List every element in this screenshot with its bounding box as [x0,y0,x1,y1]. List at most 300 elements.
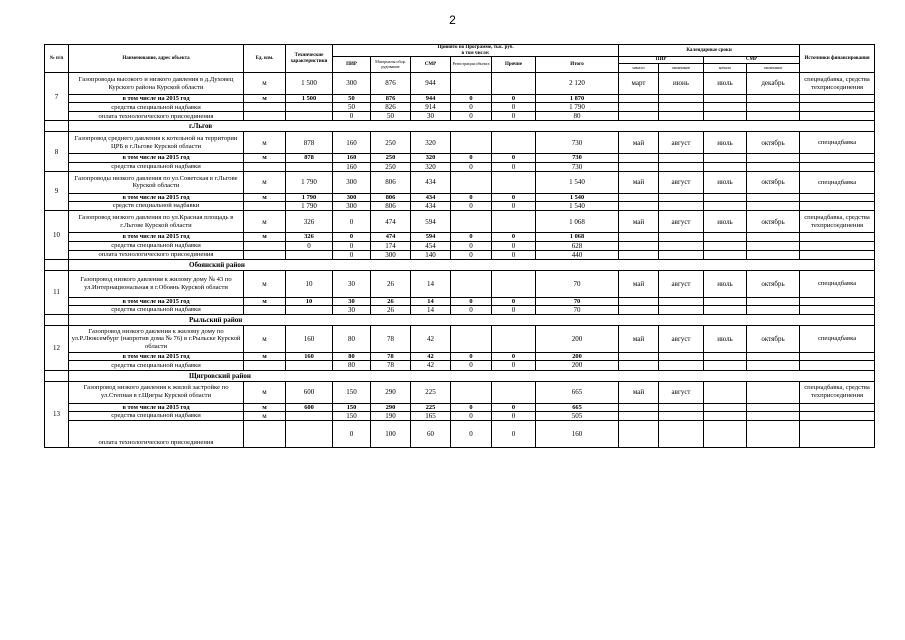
cell-unit: м [244,132,286,154]
section-num-cell [45,370,69,381]
cell-source [800,193,875,201]
cell-materials: 250 [371,162,411,171]
cell-registration: 0 [451,233,492,241]
cell-smr-end [747,112,800,121]
cell-other [492,326,536,353]
cell-total: 1 870 [536,95,619,103]
cell-smr: 454 [411,241,451,250]
cell-materials: 474 [371,233,411,241]
funding-source-row [45,420,875,447]
section-row [45,315,875,326]
object-row [45,211,875,233]
cell-registration: 0 [451,420,492,447]
header-pir: ПИР [333,57,371,73]
cell-pir-start [619,112,659,121]
cell-pir-start: май [619,132,659,154]
row-number: 13 [45,381,69,447]
object-name: средства специальной надбавки [69,103,244,112]
cell-source: спецнадбавка [800,132,875,154]
cell-tech [286,420,333,447]
cell-pir-end: июнь [659,73,704,95]
funding-source-row [45,361,875,370]
cell-other: 0 [492,202,536,211]
cell-smr-start [704,202,747,211]
cell-source [800,241,875,250]
cell-source [800,420,875,447]
cell-pir-start [619,411,659,420]
funding-source-row [45,241,875,250]
cell-tech: 878 [286,154,333,162]
cell-smr-end [747,154,800,162]
funding-source-row [45,250,875,259]
cell-unit [244,420,286,447]
cell-unit: м [244,233,286,241]
cell-pir: 30 [333,270,371,297]
object-name: средств специальной надбавки [69,202,244,211]
cell-smr: 14 [411,297,451,305]
row-number: 10 [45,211,69,259]
object-name: средства специальной надбавки [69,241,244,250]
cell-other [492,132,536,154]
section-row [45,121,875,132]
section-row [45,259,875,270]
cell-source [800,361,875,370]
object-name: в том числе на 2015 год [69,95,244,103]
cell-source: спецнадбавка, средства техприсоединения [800,73,875,95]
cell-source: спецнадбавка [800,171,875,193]
header-smr: СМР [411,57,451,73]
cell-tech: 326 [286,211,333,233]
cell-registration: 0 [451,306,492,315]
cell-source [800,95,875,103]
cell-source: спецнадбавка, средства техприсоединения [800,381,875,403]
cell-tech [286,306,333,315]
cell-registration: 0 [451,103,492,112]
cell-smr-end [747,353,800,361]
cell-source [800,233,875,241]
cell-registration: 0 [451,297,492,305]
cell-other: 0 [492,95,536,103]
object-row [45,381,875,403]
cell-other: 0 [492,411,536,420]
cell-source [800,297,875,305]
header-materials: Материалы обор. рудование [371,57,411,73]
cell-pir-end [659,306,704,315]
cell-smr-start [704,306,747,315]
cell-smr-start [704,250,747,259]
cell-pir: 300 [333,171,371,193]
cell-materials: 190 [371,411,411,420]
cell-materials: 806 [371,171,411,193]
cell-pir-end [659,420,704,447]
cell-other [492,381,536,403]
cell-smr-start [704,353,747,361]
cell-other: 0 [492,306,536,315]
cell-total: 1 540 [536,171,619,193]
cell-smr-start [704,233,747,241]
cell-pir-start [619,241,659,250]
cell-total: 70 [536,270,619,297]
cell-other: 0 [492,162,536,171]
cell-registration: 0 [451,241,492,250]
cell-materials: 474 [371,211,411,233]
cell-smr-end [747,241,800,250]
cell-total: 730 [536,154,619,162]
cell-source [800,202,875,211]
cell-registration [451,171,492,193]
cell-other: 0 [492,420,536,447]
cell-pir-start [619,103,659,112]
cell-smr-end: октябрь [747,270,800,297]
header-funding [333,45,619,57]
cell-pir: 30 [333,297,371,305]
cell-pir-start: май [619,381,659,403]
year-row [45,193,875,201]
object-name: средства специальной надбавки [69,162,244,171]
cell-materials: 174 [371,241,411,250]
cell-other: 0 [492,297,536,305]
cell-smr: 320 [411,162,451,171]
cell-smr: 434 [411,202,451,211]
cell-pir-start [619,233,659,241]
cell-pir-start: май [619,211,659,233]
cell-tech: 1 500 [286,95,333,103]
cell-pir-start: март [619,73,659,95]
cell-smr-start: июль [704,132,747,154]
object-name: средства специальной надбавки [69,411,244,420]
cell-materials: 290 [371,381,411,403]
cell-registration: 0 [451,361,492,370]
cell-registration [451,270,492,297]
object-name: в том числе на 2015 год [69,353,244,361]
cell-materials: 100 [371,420,411,447]
cell-pir-start: май [619,171,659,193]
cell-other: 0 [492,154,536,162]
cell-pir-end [659,241,704,250]
cell-total: 1 790 [536,103,619,112]
cell-smr-end [747,202,800,211]
cell-registration: 0 [451,193,492,201]
cell-smr-end [747,306,800,315]
cell-unit [244,112,286,121]
cell-registration [451,132,492,154]
cell-other: 0 [492,403,536,411]
section-title: Щигровский район [69,370,875,381]
cell-smr-end: октябрь [747,171,800,193]
cell-smr-start [704,403,747,411]
cell-unit: м [244,211,286,233]
cell-pir-end [659,297,704,305]
cell-pir: 0 [333,420,371,447]
row-number: 8 [45,132,69,171]
cell-pir: 50 [333,103,371,112]
cell-source [800,250,875,259]
cell-smr-start: июль [704,171,747,193]
cell-registration: 0 [451,403,492,411]
year-row [45,95,875,103]
cell-other: 0 [492,193,536,201]
cell-smr-start: июль [704,270,747,297]
program-table [44,44,875,448]
cell-registration: 0 [451,162,492,171]
cell-smr-start [704,411,747,420]
object-name: оплата технологического присоединения [69,250,244,259]
cell-pir: 30 [333,306,371,315]
cell-smr: 594 [411,211,451,233]
year-row [45,353,875,361]
header-total: Итого [536,57,619,73]
cell-total: 505 [536,411,619,420]
cell-smr-end [747,250,800,259]
cell-smr-start [704,103,747,112]
cell-pir: 80 [333,361,371,370]
cell-pir: 50 [333,95,371,103]
section-title: Обоянский район [69,259,875,270]
cell-materials: 806 [371,193,411,201]
cell-pir: 0 [333,112,371,121]
cell-source [800,353,875,361]
cell-tech: 326 [286,233,333,241]
header-funding-title: Принято по Программе, тыс. руб. [437,45,514,50]
cell-smr-end: декабрь [747,73,800,95]
cell-pir: 0 [333,211,371,233]
cell-smr-end [747,403,800,411]
cell-total: 440 [536,250,619,259]
cell-tech [286,411,333,420]
cell-tech: 1 790 [286,193,333,201]
year-row [45,297,875,305]
cell-unit [244,162,286,171]
object-name: в том числе на 2015 год [69,403,244,411]
object-name: Газопровод среднего давления к котельной на территории ЦРБ в г.Льгове Курской области [69,132,244,154]
cell-registration: 0 [451,202,492,211]
cell-tech: 10 [286,270,333,297]
cell-smr: 165 [411,411,451,420]
year-row [45,403,875,411]
cell-total: 1 540 [536,193,619,201]
cell-materials: 806 [371,202,411,211]
cell-pir-end: август [659,171,704,193]
cell-pir-start [619,95,659,103]
cell-smr-end [747,411,800,420]
cell-pir: 150 [333,381,371,403]
cell-smr: 42 [411,361,451,370]
section-title: г.Льгов [69,121,875,132]
header-smr-start: начало [704,64,747,73]
cell-pir-start [619,162,659,171]
cell-smr-end [747,193,800,201]
cell-pir-end [659,361,704,370]
cell-materials: 876 [371,95,411,103]
cell-unit: м [244,403,286,411]
cell-other [492,73,536,95]
object-name: Газопровод низкого давления к жилой застройке по ул.Степная в г.Щигры Курской области [69,381,244,403]
cell-pir: 300 [333,73,371,95]
cell-smr-start [704,193,747,201]
header-source: Источники финансирования [800,45,875,73]
table-body [45,73,875,448]
cell-source [800,112,875,121]
cell-source [800,306,875,315]
cell-tech: 600 [286,403,333,411]
cell-pir-end [659,233,704,241]
cell-other: 0 [492,103,536,112]
section-num-cell [45,121,69,132]
header-pir-end: окончание [659,64,704,73]
cell-pir: 0 [333,250,371,259]
cell-total: 70 [536,306,619,315]
cell-smr-end [747,297,800,305]
cell-tech: 160 [286,326,333,353]
object-name: Газопроводы высокого и низкого давления в д.Духовец Курского района Курской области [69,73,244,95]
cell-total: 200 [536,353,619,361]
section-row [45,370,875,381]
cell-materials: 78 [371,361,411,370]
object-row [45,270,875,297]
cell-pir-end: август [659,381,704,403]
cell-pir-start [619,154,659,162]
table-header [45,45,875,73]
object-name: средства специальной надбавки [69,361,244,370]
section-num-cell [45,259,69,270]
cell-tech: 878 [286,132,333,154]
cell-materials: 78 [371,326,411,353]
cell-total: 80 [536,112,619,121]
object-name: оплата технологического присоединения [69,112,244,121]
object-name: в том числе на 2015 год [69,193,244,201]
cell-pir: 0 [333,241,371,250]
cell-smr-start [704,95,747,103]
cell-registration: 0 [451,250,492,259]
header-registration: Регистрация объекта [451,57,492,73]
cell-pir-start [619,420,659,447]
cell-unit: м [244,73,286,95]
page-number: 2 [449,13,456,27]
cell-source: спецнадбавка, средства техприсоединения [800,211,875,233]
cell-pir-start [619,202,659,211]
cell-unit: м [244,154,286,162]
cell-smr-start [704,381,747,403]
cell-total: 665 [536,403,619,411]
cell-total: 665 [536,381,619,403]
cell-source [800,154,875,162]
cell-tech: 1 790 [286,202,333,211]
cell-tech: 1 790 [286,171,333,193]
cell-other: 0 [492,241,536,250]
cell-pir-end [659,95,704,103]
object-row [45,132,875,154]
cell-smr: 320 [411,154,451,162]
object-name: в том числе на 2015 год [69,297,244,305]
cell-total: 730 [536,132,619,154]
cell-materials: 300 [371,250,411,259]
cell-tech [286,112,333,121]
cell-unit: м [244,353,286,361]
funding-source-row [45,411,875,420]
cell-other: 0 [492,250,536,259]
cell-pir: 300 [333,193,371,201]
cell-pir-start [619,297,659,305]
cell-pir-start [619,193,659,201]
cell-pir-end [659,154,704,162]
cell-smr-end: октябрь [747,326,800,353]
funding-source-row [45,162,875,171]
funding-source-row [45,112,875,121]
cell-unit [244,202,286,211]
cell-pir-start: май [619,326,659,353]
cell-smr: 594 [411,233,451,241]
cell-unit: м [244,297,286,305]
cell-pir: 150 [333,403,371,411]
header-cal-pir: ПИР [619,57,704,64]
cell-smr-end [747,95,800,103]
cell-materials: 250 [371,154,411,162]
cell-smr-end: октябрь [747,211,800,233]
cell-other: 0 [492,353,536,361]
cell-smr: 140 [411,250,451,259]
cell-smr-start [704,420,747,447]
cell-other: 0 [492,233,536,241]
cell-smr-start: июль [704,326,747,353]
cell-materials: 876 [371,73,411,95]
cell-smr-end [747,162,800,171]
cell-smr: 42 [411,326,451,353]
cell-smr: 225 [411,381,451,403]
cell-registration: 0 [451,112,492,121]
cell-pir: 80 [333,353,371,361]
cell-total: 1 540 [536,202,619,211]
funding-source-row [45,306,875,315]
cell-source [800,403,875,411]
section-num-cell [45,315,69,326]
cell-materials: 826 [371,103,411,112]
cell-unit [244,241,286,250]
header-pir-start: начало [619,64,659,73]
header-unit: Ед. изм. [244,45,286,73]
cell-pir-start [619,353,659,361]
cell-total: 730 [536,162,619,171]
header-cal-smr: СМР [704,57,800,64]
cell-unit: м [244,270,286,297]
cell-registration: 0 [451,411,492,420]
cell-smr-start [704,112,747,121]
cell-pir: 160 [333,162,371,171]
row-number: 11 [45,270,69,314]
cell-unit [244,250,286,259]
cell-pir-end [659,162,704,171]
cell-pir-end [659,103,704,112]
cell-tech: 0 [286,241,333,250]
cell-tech [286,162,333,171]
object-name: Газопроводы низкого давления по ул.Советская в г.Льгове Курской области [69,171,244,193]
cell-total: 200 [536,361,619,370]
cell-materials: 26 [371,306,411,315]
cell-smr-end [747,103,800,112]
cell-smr: 14 [411,306,451,315]
cell-pir: 160 [333,132,371,154]
year-row [45,233,875,241]
cell-pir-end [659,112,704,121]
cell-registration: 0 [451,353,492,361]
cell-pir: 0 [333,233,371,241]
row-number: 7 [45,73,69,121]
cell-tech [286,250,333,259]
object-name: оплата технологического присоединения [69,420,244,447]
cell-smr-end: октябрь [747,132,800,154]
cell-unit: м [244,171,286,193]
header-calendar: Календарные сроки [619,45,800,57]
cell-unit: м [244,95,286,103]
